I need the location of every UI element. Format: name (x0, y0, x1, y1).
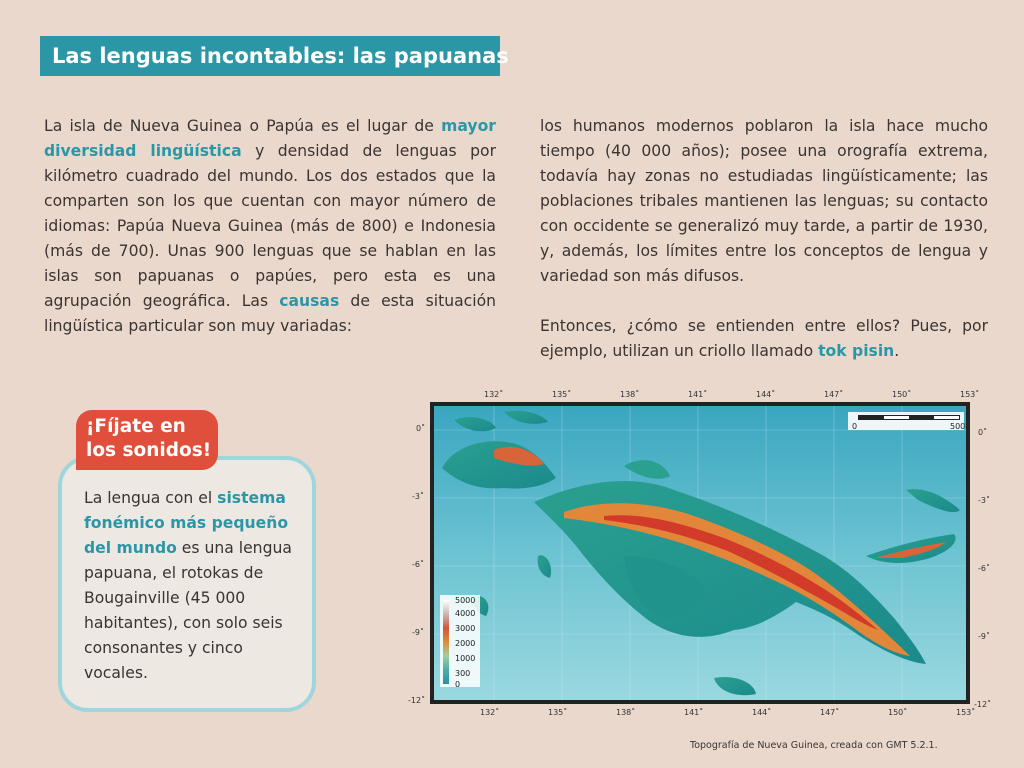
lon-tick-top: 138˚ (620, 390, 640, 399)
lon-tick-top: 132˚ (484, 390, 504, 399)
text-run: Entonces, ¿cómo se entienden entre ellos? Pues, por ejemplo, utilizan un criollo llamado (540, 317, 988, 360)
text-run: es una lengua papuana, el rotokas de Bougainville (45 000 habitantes), con solo seis consonantes y cinco vocales. (84, 539, 292, 682)
text-run: de esta situación lingüística particular son muy variadas: (44, 292, 497, 335)
right-paragraph-2 (540, 314, 988, 364)
lon-tick-bottom: 150˚ (888, 708, 908, 717)
lon-tick-bottom: 147˚ (820, 708, 840, 717)
lon-tick-top: 144˚ (756, 390, 776, 399)
highlight-tok-pisin: tok pisin (818, 342, 895, 360)
section-title: Las lenguas incontables: las papuanas (40, 36, 500, 76)
lon-tick-bottom: 153˚ (956, 708, 976, 717)
lon-tick-top: 150˚ (892, 390, 912, 399)
map-caption: Topografía de Nueva Guinea, creada con GMT 5.2.1. (690, 740, 938, 751)
lat-tick-left: -3˚ (412, 492, 424, 501)
scale-label: 500 (950, 422, 966, 431)
lat-tick-left: -6˚ (412, 560, 424, 569)
text-run: . (894, 342, 900, 360)
lat-tick-right: -12˚ (974, 700, 992, 709)
lat-tick-left: -12˚ (408, 696, 426, 705)
legend-label: 5000 (455, 596, 476, 605)
lon-tick-top: 141˚ (688, 390, 708, 399)
highlight-causas: causas (279, 292, 340, 310)
text-run: La lengua con el (84, 489, 218, 507)
lon-tick-bottom: 141˚ (684, 708, 704, 717)
legend-label: 4000 (455, 609, 476, 618)
lat-tick-right: -6˚ (978, 564, 990, 573)
legend-label: 3000 (455, 624, 476, 633)
left-paragraph (44, 114, 496, 339)
lon-tick-top: 135˚ (552, 390, 572, 399)
highlight-diversidad: mayor diversidad lingüística (44, 117, 496, 160)
highlight-sistema-fonemico: sistema fonémico más pequeño del mundo (84, 489, 289, 557)
legend-label: 1000 (455, 654, 476, 663)
lon-tick-bottom: 135˚ (548, 708, 568, 717)
text-run: La isla de Nueva Guinea o Papúa es el lugar de (44, 117, 442, 135)
right-column-text (540, 114, 988, 364)
elevation-color-bar (443, 600, 449, 684)
lat-tick-right: 0˚ (978, 428, 988, 437)
legend-label: 0 (455, 680, 461, 689)
lon-tick-bottom: 138˚ (616, 708, 636, 717)
lat-tick-right: -3˚ (978, 496, 990, 505)
topographic-map (430, 402, 970, 704)
lat-tick-right: -9˚ (978, 632, 990, 641)
lon-tick-bottom: 144˚ (752, 708, 772, 717)
left-column-text (44, 114, 496, 339)
badge-line-2: los sonidos! (86, 440, 212, 461)
lon-tick-bottom: 132˚ (480, 708, 500, 717)
callout-text (84, 486, 298, 686)
text-run: y densidad de lenguas por kilómetro cuadrado del mundo. Los dos estados que la comparten son los que cuentan con mayor número de idiomas: Papúa Nueva Guinea (más de 800) e Indonesia (más de 700). Unas 900 lenguas que se hablan en las islas son papuanas o papúes, pero esta es una agrupación geográfica. Las (44, 142, 496, 310)
lat-tick-left: -9˚ (412, 628, 424, 637)
callout-badge (76, 410, 218, 470)
lat-tick-left: 0˚ (416, 424, 426, 433)
scale-line (858, 415, 960, 420)
map-svg (434, 406, 966, 700)
scale-label: 0 (852, 422, 858, 431)
lon-tick-top: 147˚ (824, 390, 844, 399)
badge-line-1: ¡Fíjate en (86, 416, 186, 437)
right-paragraph-1: los humanos modernos poblaron la isla hace mucho tiempo (40 000 años); posee una orografía extrema, todavía hay zonas no estudiadas lingüísticamente; las poblaciones tribales mantienen las lenguas; su contacto con occidente se generalizó muy tarde, a partir de 1930, y, además, los límites entre los conceptos de lengua y variedad son más difusos. (540, 117, 988, 285)
lon-tick-top: 153˚ (960, 390, 980, 399)
legend-label: 300 (455, 669, 471, 678)
legend-label: 2000 (455, 639, 476, 648)
